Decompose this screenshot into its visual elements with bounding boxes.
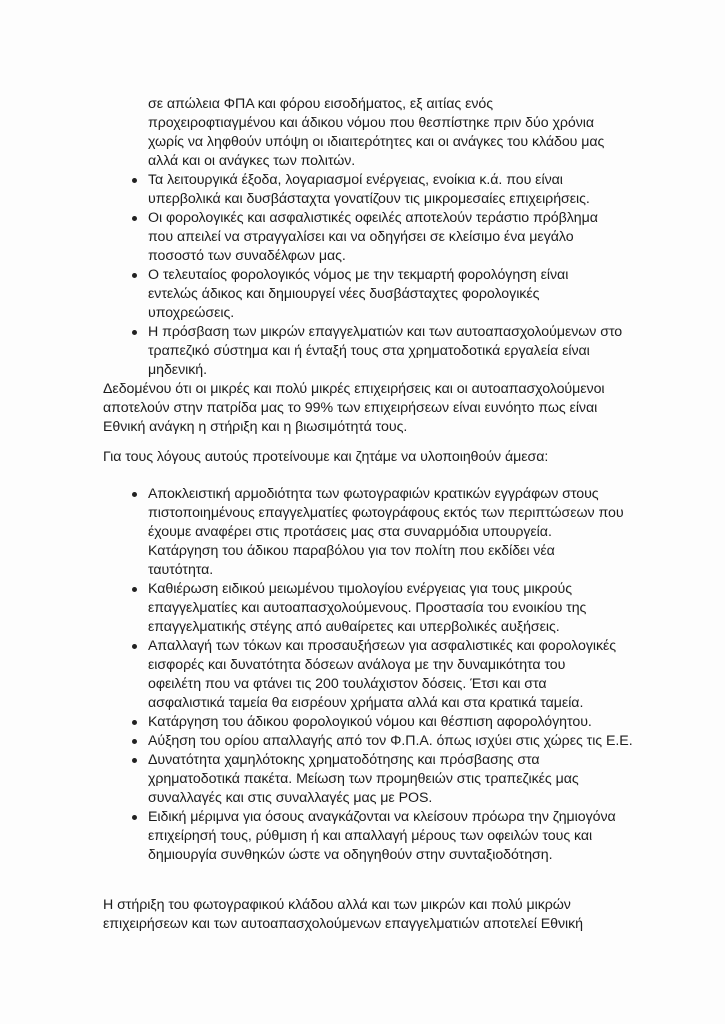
text-line: Η πρόσβαση των μικρών επαγγελματιών και των αυτοαπασχολούμενων στο bbox=[148, 324, 623, 340]
text-line: επαγγελματικής στέγης από αυθαίρετες και υπερβολικές αυξήσεις. bbox=[148, 619, 560, 635]
text-line: Δεδομένου ότι οι μικρές και πολύ μικρές επιχειρήσεις και οι αυτοαπασχολούμενοι bbox=[103, 381, 605, 397]
bullet-icon bbox=[132, 720, 137, 725]
text-line: υπερβολικά και δυσβάσταχτα γονατίζουν τις μικρομεσαίες επιχειρήσεις. bbox=[148, 191, 590, 207]
bullet-icon bbox=[132, 492, 137, 497]
text-line: προχειροφτιαγμένου και άδικου νόμου που θεσπίστηκε πριν δύο χρόνια bbox=[148, 115, 595, 131]
text-line: Αύξηση του ορίου απαλλαγής από τον Φ.Π.Α. όπως ισχύει στις χώρες τις Ε.Ε. bbox=[148, 733, 633, 749]
text-line: συναλλαγές και στις συναλλαγές μας με POS. bbox=[148, 790, 433, 806]
text-line: Οι φορολογικές και ασφαλιστικές οφειλές αποτελούν τεράστιο πρόβλημα bbox=[148, 210, 598, 226]
text-line: υποχρεώσεις. bbox=[148, 305, 235, 321]
text-line: Δυνατότητα χαμηλότοκης χρηματοδότησης και πρόσβασης στα bbox=[148, 752, 540, 768]
text-line: Καθιέρωση ειδικού μειωμένου τιμολογίου ενέργειας για τους μικρούς bbox=[148, 581, 573, 597]
text-line: Για τους λόγους αυτούς προτείνουμε και ζητάμε να υλοποιηθούν άμεσα: bbox=[103, 449, 549, 465]
text-line: δημιουργία συνθηκών ώστε να οδηγηθούν στην συνταξιοδότηση. bbox=[148, 847, 553, 863]
text-line: οφειλέτη που να φτάνει τις 200 τουλάχιστον δόσεις. Έτσι και στα bbox=[148, 676, 547, 692]
text-line: εντελώς άδικος και δημιουργεί νέες δυσβάσταχτες φορολογικές bbox=[148, 286, 540, 302]
text-line: Απαλλαγή των τόκων και προσαυξήσεων για ασφαλιστικές και φορολογικές bbox=[148, 638, 617, 654]
text-line: Ειδική μέριμνα για όσους αναγκάζονται να κλείσουν πρόωρα την ζημιογόνα bbox=[148, 809, 616, 825]
text-line: χωρίς να ληφθούν υπόψη οι ιδιαιτερότητες και οι ανάγκες του κλάδου μας bbox=[148, 134, 605, 150]
text-line: τραπεζικό σύστημα και ή ένταξή τους στα χρηματοδοτικά εργαλεία είναι bbox=[148, 343, 590, 359]
bullet-icon bbox=[132, 330, 137, 335]
text-line: που απειλεί να στραγγαλίσει και να οδηγήσει σε κλείσιμο ένα μεγάλο bbox=[148, 229, 574, 245]
text-line: επιχειρήσεων και των αυτοαπασχολούμενων επαγγελματιών αποτελεί Εθνική bbox=[103, 916, 584, 932]
text-line: Η στήριξη του φωτογραφικού κλάδου αλλά και των μικρών και πολύ μικρών bbox=[103, 897, 571, 913]
text-line: χρηματοδοτικά πακέτα. Μείωση των προμηθειών στις τραπεζικές μας bbox=[148, 771, 579, 787]
text-line: αποτελούν στην πατρίδα μας το 99% των επιχειρήσεων είναι ευνόητο πως είναι bbox=[103, 400, 598, 416]
text-line: σε απώλεια ΦΠΑ και φόρου εισοδήματος, εξ αιτίας ενός bbox=[148, 96, 494, 112]
text-line: αλλά και οι ανάγκες των πολιτών. bbox=[148, 153, 356, 169]
text-line: Κατάργηση του άδικου παραβόλου για τον πολίτη που εκδίδει νέα bbox=[148, 543, 555, 559]
bullet-icon bbox=[132, 178, 137, 183]
text-line: μηδενική. bbox=[148, 362, 208, 378]
text-line: επιχείρησή τους, ρύθμιση ή και απαλλαγή μέρους των οφειλών τους και bbox=[148, 828, 593, 844]
bullet-icon bbox=[132, 273, 137, 278]
text-line: επαγγελματίες και αυτοαπασχολούμενους. Προστασία του ενοικίου της bbox=[148, 600, 587, 616]
text-line: ποσοστό των συναδέλφων μας. bbox=[148, 248, 346, 264]
bullet-icon bbox=[132, 644, 137, 649]
bullet-icon bbox=[132, 758, 137, 763]
text-line: Κατάργηση του άδικου φορολογικού νόμου και θέσπιση αφορολόγητου. bbox=[148, 714, 592, 730]
text-line: εισφορές και δυνατότητα δόσεων ανάλογα με την δυναμικότητα του bbox=[148, 657, 566, 673]
bullet-icon bbox=[132, 216, 137, 221]
text-line: ταυτότητα. bbox=[148, 562, 214, 578]
text-line: έχουμε αναφέρει στις προτάσεις μας στα συναρμόδια υπουργεία. bbox=[148, 524, 552, 540]
text-line: Ο τελευταίος φορολογικός νόμος με την τεκμαρτή φορολόγηση είναι bbox=[148, 267, 569, 283]
bullet-icon bbox=[132, 815, 137, 820]
bullet-icon bbox=[132, 587, 137, 592]
bullet-icon bbox=[132, 739, 137, 744]
text-line: πιστοποιημένους επαγγελματίες φωτογράφους εκτός των περιπτώσεων που bbox=[148, 505, 624, 521]
text-line: ασφαλιστικά ταμεία θα εισρέουν χρήματα αλλά και στα κρατικά ταμεία. bbox=[148, 695, 584, 711]
text-line: Τα λειτουργικά έξοδα, λογαριασμοί ενέργειας, ενοίκια κ.ά. που είναι bbox=[148, 172, 563, 188]
text-line: Αποκλειστική αρμοδιότητα των φωτογραφιών κρατικών εγγράφων στους bbox=[148, 486, 599, 502]
text-line: Εθνική ανάγκη η στήριξη και η βιωσιμότητά τους. bbox=[103, 419, 408, 435]
